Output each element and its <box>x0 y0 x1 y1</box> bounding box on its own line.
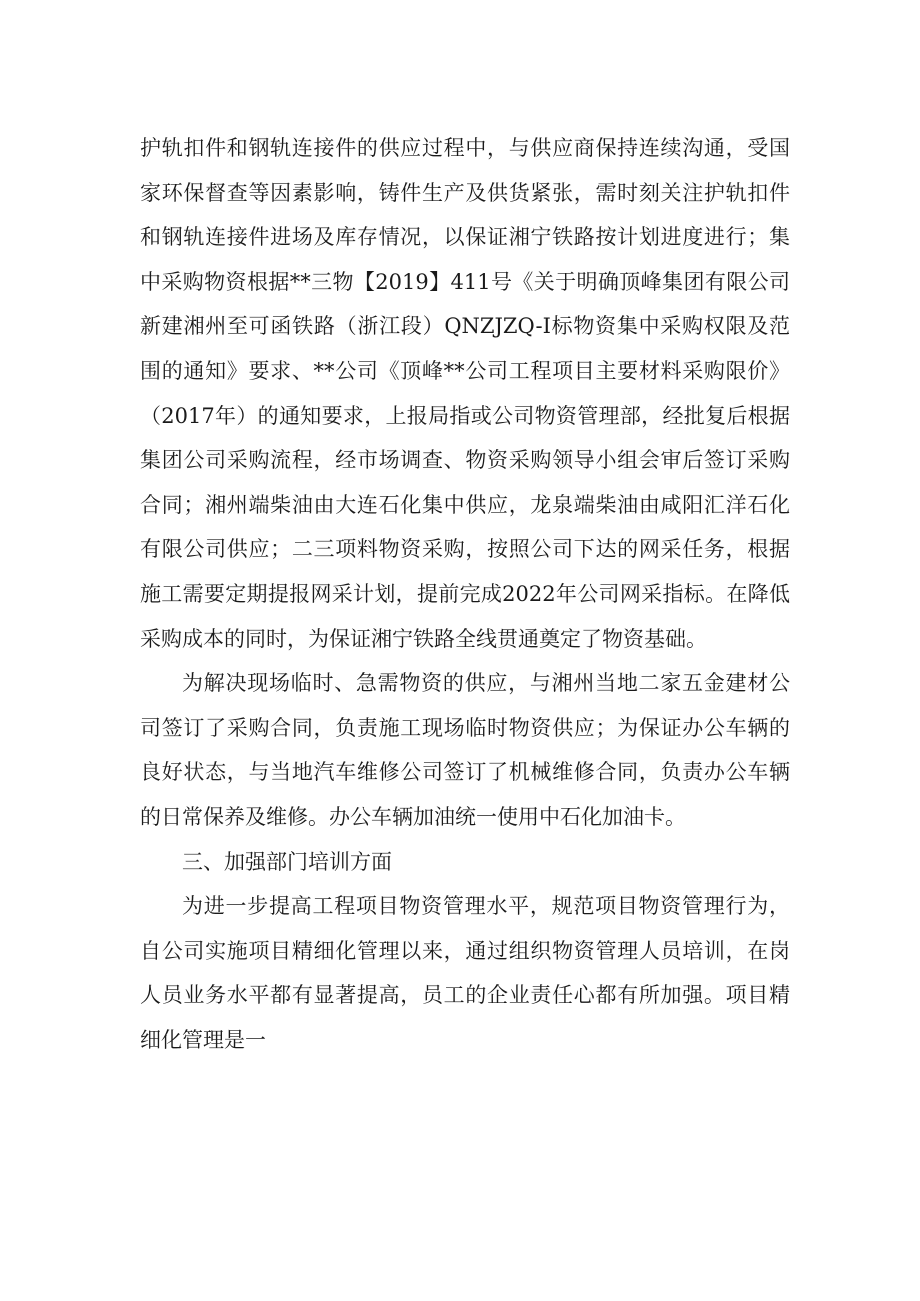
document-body <box>140 126 790 1062</box>
paragraph-continuation: 护轨扣件和钢轨连接件的供应过程中，与供应商保持连续沟通，受国家环保督查等因素影响，铸件生产及供货紧张，需时刻关注护轨扣件和钢轨连接件进场及库存情况，以保证湘宁铁路按计划进度进行；集中采购物资根据**三物【2019】411号《关于明确顶峰集团有限公司新建湘州至可函铁路（浙江段）QNZJZQ-I标物资集中采购权限及范围的通知》要求、**公司《顶峰**公司工程项目主要材料采购限价》（2017年）的通知要求，上报局指或公司物资管理部，经批复后根据集团公司采购流程，经市场调查、物资采购领导小组会审后签订采购合同；湘州端柴油由大连石化集中供应，龙泉端柴油由咸阳汇洋石化有限公司供应；二三项料物资采购，按照公司下达的网采任务，根据施工需要定期提报网采计划，提前完成2022年公司网采指标。在降低采购成本的同时，为保证湘宁铁路全线贯通奠定了物资基础。 <box>140 136 790 651</box>
paragraph-temporary-supply: 为解决现场临时、急需物资的供应，与湘州当地二家五金建材公司签订了采购合同，负责施工现场临时物资供应；为保证办公车辆的良好状态，与当地汽车维修公司签订了机械维修合同，负责办公车辆的日常保养及维修。办公车辆加油统一使用中石化加油卡。 <box>140 671 790 829</box>
paragraph-training: 为进一步提高工程项目物资管理水平，规范项目物资管理行为，自公司实施项目精细化管理以来，通过组织物资管理人员培训，在岗人员业务水平都有显著提高，员工的企业责任心都有所加强。项目精细化管理是一 <box>140 894 790 1052</box>
section-heading-training: 三、加强部门培训方面 <box>182 849 392 874</box>
